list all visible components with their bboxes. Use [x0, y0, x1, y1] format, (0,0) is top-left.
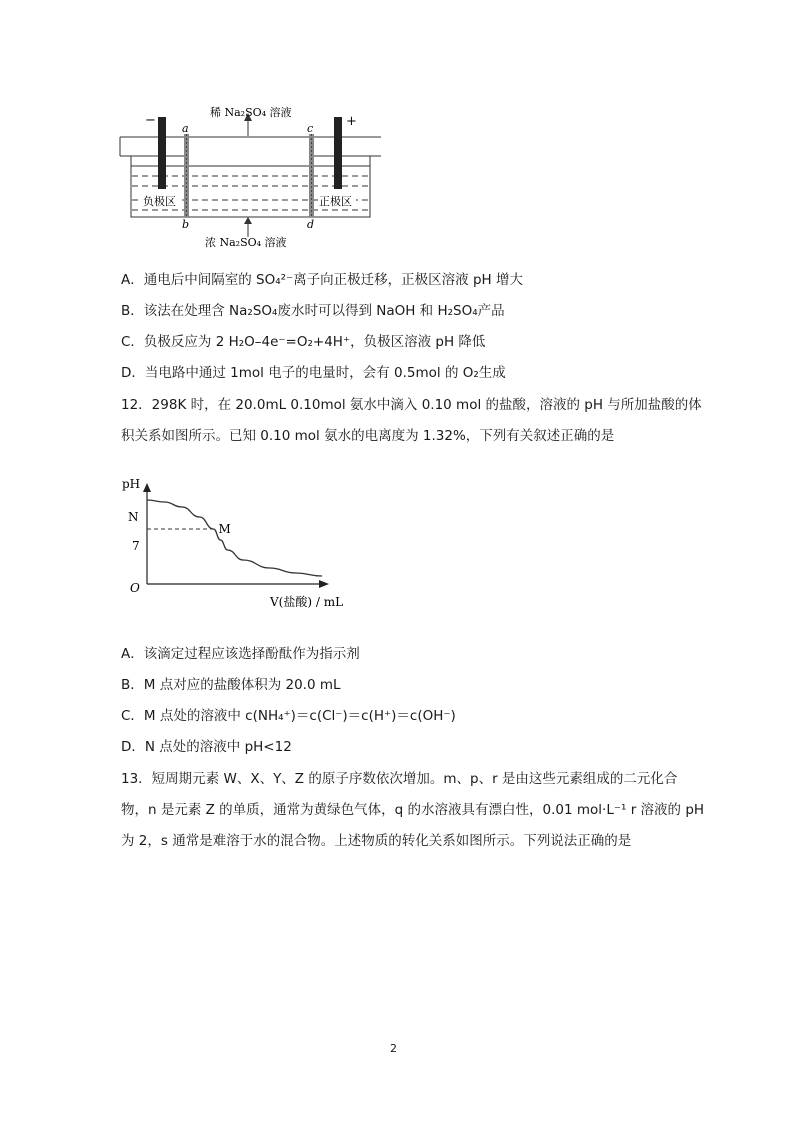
label-c: c: [307, 122, 314, 135]
cathode-electrode: [158, 117, 166, 189]
q12-option-c: C．M 点处的溶液中 c(NH₄⁺)＝c(Cl⁻)＝c(H⁺)＝c(OH⁻): [121, 708, 456, 724]
negative-zone-label: 负极区: [143, 195, 176, 208]
ph-curve: [147, 500, 322, 576]
q11-option-c: C．负极反应为 2 H₂O–4e⁻=O₂+4H⁺，负极区溶液 pH 降低: [121, 334, 486, 350]
page-number: 2: [390, 1042, 397, 1055]
q12-stem-line2: 积关系如图所示。已知 0.10 mol 氨水的电离度为 1.32%，下列有关叙述正确的是: [121, 428, 615, 444]
q12-option-a: A．该滴定过程应该选择酚酞作为指示剂: [121, 646, 360, 662]
minus-sign: −: [145, 113, 156, 128]
q11-option-a: A．通电后中间隔室的 SO₄²⁻离子向正极迁移，正极区溶液 pH 增大: [121, 272, 523, 288]
positive-zone-label: 正极区: [319, 195, 352, 208]
electrolysis-diagram: [118, 100, 383, 252]
q13-stem-line2: 物，n 是元素 Z 的单质，通常为黄绿色气体，q 的水溶液具有漂白性，0.01 mol·L⁻¹ r 溶液的 pH: [121, 802, 705, 818]
label-d: d: [307, 218, 315, 231]
plus-sign: +: [346, 114, 357, 129]
q12-option-b: B．M 点对应的盐酸体积为 20.0 mL: [121, 677, 341, 693]
q11-option-b: B．该法在处理含 Na₂SO₄废水时可以得到 NaOH 和 H₂SO₄产品: [121, 303, 505, 319]
q13-stem-line1: 13．短周期元素 W、X、Y、Z 的原子序数依次增加。m、p、r 是由这些元素组成的二元化合: [121, 771, 678, 787]
point-m-label: M: [218, 522, 231, 536]
label-a: a: [182, 122, 189, 135]
q12-stem-line1: 12．298K 时，在 20.0mL 0.10mol 氨水中滴入 0.10 mol 的盐酸，溶液的 pH 与所加盐酸的体: [121, 397, 702, 413]
q12-option-d: D．N 点处的溶液中 pH<12: [121, 739, 292, 755]
bottom-solution-label: 浓 Na₂SO₄ 溶液: [205, 236, 287, 249]
q11-option-d: D．当电路中通过 1mol 电子的电量时，会有 0.5mol 的 O₂生成: [121, 365, 506, 381]
titration-curve-chart: [118, 472, 358, 612]
y-axis-arrow: [143, 483, 151, 492]
origin-label: O: [130, 581, 140, 595]
tick-label-n: N: [128, 510, 139, 524]
x-axis-label: V(盐酸) / mL: [270, 595, 344, 609]
anode-electrode: [334, 117, 342, 189]
y-axis-label: pH: [122, 477, 141, 491]
tick-label-7: 7: [132, 539, 140, 553]
top-solution-label: 稀 Na₂SO₄ 溶液: [210, 106, 292, 119]
q13-stem-line3: 为 2，s 通常是难溶于水的混合物。上述物质的转化关系如图所示。下列说法正确的是: [121, 833, 632, 849]
label-b: b: [182, 218, 190, 231]
x-axis-arrow: [319, 580, 329, 588]
